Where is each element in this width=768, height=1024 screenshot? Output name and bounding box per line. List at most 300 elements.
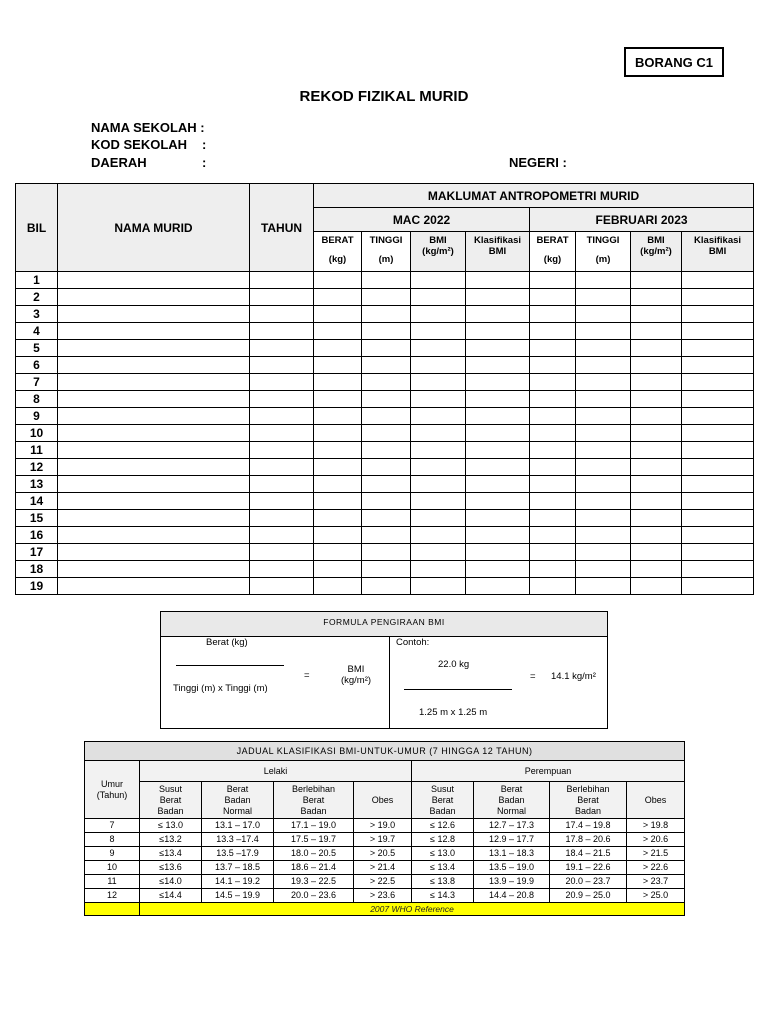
header-period-1: MAC 2022: [314, 208, 530, 232]
entry-cell[interactable]: [58, 578, 250, 595]
entry-cell[interactable]: [314, 323, 362, 340]
row-number: 12: [16, 459, 58, 476]
entry-cell[interactable]: [576, 544, 631, 561]
entry-cell[interactable]: [250, 289, 314, 306]
entry-cell[interactable]: [576, 357, 631, 374]
entry-cell[interactable]: [411, 357, 466, 374]
row-number: 11: [16, 442, 58, 459]
entry-cell[interactable]: [682, 510, 754, 527]
entry-cell[interactable]: [250, 357, 314, 374]
bmi-value-cell: 14.5 – 19.9: [202, 889, 274, 903]
row-number: 4: [16, 323, 58, 340]
col-umur: Umur (Tahun): [85, 761, 140, 819]
entry-cell[interactable]: [576, 578, 631, 595]
row-number: 7: [16, 374, 58, 391]
formula-bmi: BMI (kg/m²): [340, 664, 372, 686]
bmi-value-cell: > 21.4: [354, 861, 412, 875]
entry-cell[interactable]: [411, 578, 466, 595]
entry-cell[interactable]: [530, 527, 576, 544]
col-nama-murid: NAMA MURID: [58, 184, 250, 272]
entry-cell[interactable]: [466, 306, 530, 323]
table-row: [16, 442, 754, 459]
col-berat-badan-normal: Berat Badan Normal: [202, 782, 274, 819]
entry-cell[interactable]: [682, 272, 754, 289]
bmi-value-cell: ≤13.4: [140, 847, 202, 861]
record-table: [15, 183, 754, 595]
entry-cell[interactable]: [682, 476, 754, 493]
bmi-value-cell: > 19.8: [627, 819, 685, 833]
row-number: 5: [16, 340, 58, 357]
bmi-value-cell: 19.1 – 22.6: [550, 861, 627, 875]
bmi-value-cell: 20.9 – 25.0: [550, 889, 627, 903]
entry-cell[interactable]: [314, 357, 362, 374]
bmi-value-cell: > 19.7: [354, 833, 412, 847]
entry-cell[interactable]: [362, 272, 411, 289]
entry-cell[interactable]: [466, 340, 530, 357]
entry-cell[interactable]: [576, 510, 631, 527]
bmi-value-cell: > 21.5: [627, 847, 685, 861]
entry-cell[interactable]: [466, 272, 530, 289]
entry-cell[interactable]: [314, 493, 362, 510]
entry-cell[interactable]: [682, 425, 754, 442]
entry-cell[interactable]: [58, 323, 250, 340]
bmi-value-cell: 17.5 – 19.7: [274, 833, 354, 847]
entry-cell[interactable]: [631, 408, 682, 425]
entry-cell[interactable]: [314, 289, 362, 306]
reference-note: 2007 WHO Reference: [140, 903, 685, 916]
entry-cell[interactable]: [466, 289, 530, 306]
entry-cell[interactable]: [58, 289, 250, 306]
table-row: [16, 374, 754, 391]
header-maklumat: MAKLUMAT ANTROPOMETRI MURID: [314, 184, 754, 208]
row-number: 10: [16, 425, 58, 442]
entry-cell[interactable]: [682, 544, 754, 561]
table-row: [16, 323, 754, 340]
table-row: [16, 340, 754, 357]
bmi-value-cell: 13.7 – 18.5: [202, 861, 274, 875]
entry-cell[interactable]: [576, 408, 631, 425]
entry-cell[interactable]: [530, 272, 576, 289]
table-row: [16, 425, 754, 442]
bmi-age-cell: 11: [85, 875, 140, 889]
entry-cell[interactable]: [411, 289, 466, 306]
entry-cell[interactable]: [58, 544, 250, 561]
example-fraction-line: [404, 689, 512, 690]
col-susut-berat-badan: Susut Berat Badan: [140, 782, 202, 819]
entry-cell[interactable]: [631, 425, 682, 442]
entry-cell[interactable]: [466, 442, 530, 459]
entry-cell[interactable]: [314, 510, 362, 527]
entry-cell[interactable]: [58, 510, 250, 527]
entry-cell[interactable]: [631, 544, 682, 561]
row-number: 2: [16, 289, 58, 306]
entry-cell[interactable]: [58, 493, 250, 510]
bmi-row: [85, 889, 685, 903]
entry-cell[interactable]: [58, 340, 250, 357]
entry-cell[interactable]: [250, 272, 314, 289]
entry-cell[interactable]: [411, 510, 466, 527]
entry-cell[interactable]: [576, 561, 631, 578]
entry-cell[interactable]: [631, 374, 682, 391]
entry-cell[interactable]: [314, 561, 362, 578]
entry-cell[interactable]: [250, 340, 314, 357]
bmi-row: [85, 847, 685, 861]
entry-cell[interactable]: [411, 493, 466, 510]
entry-cell[interactable]: [530, 323, 576, 340]
entry-cell[interactable]: [314, 544, 362, 561]
entry-cell[interactable]: [466, 323, 530, 340]
entry-cell[interactable]: [631, 459, 682, 476]
form-code-box: [624, 47, 724, 77]
entry-cell[interactable]: [631, 510, 682, 527]
entry-cell[interactable]: [362, 459, 411, 476]
bmi-row: [85, 861, 685, 875]
entry-cell[interactable]: [411, 408, 466, 425]
entry-cell[interactable]: [576, 323, 631, 340]
bmi-age-cell: 10: [85, 861, 140, 875]
entry-cell[interactable]: [631, 476, 682, 493]
entry-cell[interactable]: [250, 408, 314, 425]
entry-cell[interactable]: [530, 561, 576, 578]
entry-cell[interactable]: [314, 578, 362, 595]
entry-cell[interactable]: [466, 527, 530, 544]
entry-cell[interactable]: [631, 578, 682, 595]
example-result: 14.1 kg/m²: [551, 671, 596, 682]
form-code: BORANG C1: [634, 54, 713, 70]
bmi-value-cell: 13.3 –17.4: [202, 833, 274, 847]
entry-cell[interactable]: [530, 459, 576, 476]
entry-cell[interactable]: [362, 408, 411, 425]
colon-daerah: :: [202, 155, 207, 170]
entry-cell[interactable]: [250, 442, 314, 459]
entry-cell[interactable]: [466, 408, 530, 425]
entry-cell[interactable]: [682, 323, 754, 340]
entry-cell[interactable]: [530, 425, 576, 442]
entry-cell[interactable]: [314, 459, 362, 476]
bmi-value-cell: 17.8 – 20.6: [550, 833, 627, 847]
bmi-age-cell: 8: [85, 833, 140, 847]
table-row: [16, 306, 754, 323]
entry-cell[interactable]: [466, 391, 530, 408]
entry-cell[interactable]: [314, 340, 362, 357]
entry-cell[interactable]: [58, 561, 250, 578]
bmi-value-cell: > 23.7: [627, 875, 685, 889]
entry-cell[interactable]: [530, 340, 576, 357]
entry-cell[interactable]: [411, 323, 466, 340]
entry-cell[interactable]: [682, 578, 754, 595]
row-number: 18: [16, 561, 58, 578]
entry-cell[interactable]: [411, 340, 466, 357]
entry-cell[interactable]: [411, 272, 466, 289]
entry-cell[interactable]: [362, 289, 411, 306]
bmi-row: [85, 819, 685, 833]
entry-cell[interactable]: [466, 476, 530, 493]
entry-cell[interactable]: [682, 289, 754, 306]
table-row: [16, 408, 754, 425]
entry-cell[interactable]: [411, 476, 466, 493]
entry-cell[interactable]: [466, 425, 530, 442]
entry-cell[interactable]: [631, 527, 682, 544]
label-nama-sekolah: NAMA SEKOLAH :: [91, 120, 205, 135]
entry-cell[interactable]: [250, 510, 314, 527]
row-number: 13: [16, 476, 58, 493]
col-bil: BIL: [16, 184, 58, 272]
entry-cell[interactable]: [682, 459, 754, 476]
entry-cell[interactable]: [362, 425, 411, 442]
entry-cell[interactable]: [682, 442, 754, 459]
entry-cell[interactable]: [576, 374, 631, 391]
entry-cell[interactable]: [411, 561, 466, 578]
bmi-value-cell: ≤ 13.0: [140, 819, 202, 833]
table-row: [16, 357, 754, 374]
entry-cell[interactable]: [682, 527, 754, 544]
entry-cell[interactable]: [362, 544, 411, 561]
bmi-value-cell: > 20.5: [354, 847, 412, 861]
bmi-value-cell: 17.4 – 19.8: [550, 819, 627, 833]
entry-cell[interactable]: [576, 306, 631, 323]
row-number: 14: [16, 493, 58, 510]
entry-cell[interactable]: [411, 527, 466, 544]
entry-cell[interactable]: [58, 272, 250, 289]
table-row: [16, 561, 754, 578]
entry-cell[interactable]: [58, 442, 250, 459]
entry-cell[interactable]: [314, 476, 362, 493]
bmi-value-cell: ≤ 12.8: [412, 833, 474, 847]
entry-cell[interactable]: [362, 561, 411, 578]
bmi-value-cell: 17.1 – 19.0: [274, 819, 354, 833]
entry-cell[interactable]: [250, 527, 314, 544]
entry-cell[interactable]: [631, 323, 682, 340]
entry-cell[interactable]: [466, 544, 530, 561]
entry-cell[interactable]: [58, 527, 250, 544]
entry-cell[interactable]: [576, 442, 631, 459]
col-klasifikasi-1: Klasifikasi BMI: [466, 232, 530, 272]
entry-cell[interactable]: [411, 391, 466, 408]
bmi-value-cell: ≤ 14.3: [412, 889, 474, 903]
group-perempuan: Perempuan: [412, 761, 685, 782]
entry-cell[interactable]: [58, 357, 250, 374]
entry-cell[interactable]: [682, 374, 754, 391]
formula-fraction-line: [176, 665, 284, 666]
col-tinggi-2: TINGGI (m): [576, 232, 631, 272]
entry-cell[interactable]: [314, 391, 362, 408]
entry-cell[interactable]: [576, 527, 631, 544]
entry-cell[interactable]: [631, 272, 682, 289]
entry-cell[interactable]: [362, 391, 411, 408]
col-klasifikasi-2: Klasifikasi BMI: [682, 232, 754, 272]
entry-cell[interactable]: [631, 357, 682, 374]
entry-cell[interactable]: [58, 374, 250, 391]
col-berlebihan-berat-badan: Berlebihan Berat Badan: [274, 782, 354, 819]
entry-cell[interactable]: [631, 289, 682, 306]
formula-contoh: Contoh:: [396, 637, 430, 648]
row-number: 8: [16, 391, 58, 408]
entry-cell[interactable]: [411, 442, 466, 459]
entry-cell[interactable]: [576, 476, 631, 493]
entry-cell[interactable]: [58, 425, 250, 442]
entry-cell[interactable]: [250, 561, 314, 578]
entry-cell[interactable]: [362, 476, 411, 493]
formula-heading: FORMULA PENGIRAAN BMI: [161, 612, 607, 637]
entry-cell[interactable]: [530, 476, 576, 493]
col-berat-2: BERAT (kg): [530, 232, 576, 272]
entry-cell[interactable]: [362, 374, 411, 391]
entry-cell[interactable]: [682, 561, 754, 578]
entry-cell[interactable]: [530, 510, 576, 527]
bmi-value-cell: 20.0 – 23.7: [550, 875, 627, 889]
entry-cell[interactable]: [631, 340, 682, 357]
entry-cell[interactable]: [362, 527, 411, 544]
entry-cell[interactable]: [250, 493, 314, 510]
col-berat-badan-normal: Berat Badan Normal: [474, 782, 550, 819]
page-title: REKOD FIZIKAL MURID: [299, 88, 469, 105]
entry-cell[interactable]: [314, 425, 362, 442]
reference-blank: [85, 903, 140, 916]
entry-cell[interactable]: [530, 391, 576, 408]
entry-cell[interactable]: [466, 459, 530, 476]
entry-cell[interactable]: [411, 374, 466, 391]
entry-cell[interactable]: [466, 578, 530, 595]
entry-cell[interactable]: [530, 289, 576, 306]
entry-cell[interactable]: [362, 323, 411, 340]
entry-cell[interactable]: [58, 391, 250, 408]
entry-cell[interactable]: [250, 459, 314, 476]
entry-cell[interactable]: [58, 476, 250, 493]
row-number: 19: [16, 578, 58, 595]
entry-cell[interactable]: [58, 306, 250, 323]
table-row: [16, 493, 754, 510]
entry-cell[interactable]: [631, 306, 682, 323]
bmi-value-cell: 19.3 – 22.5: [274, 875, 354, 889]
entry-cell[interactable]: [250, 374, 314, 391]
entry-cell[interactable]: [631, 561, 682, 578]
entry-cell[interactable]: [530, 442, 576, 459]
entry-cell[interactable]: [576, 391, 631, 408]
col-tahun: TAHUN: [250, 184, 314, 272]
entry-cell[interactable]: [631, 442, 682, 459]
entry-cell[interactable]: [530, 578, 576, 595]
entry-cell[interactable]: [466, 510, 530, 527]
bmi-value-cell: ≤14.4: [140, 889, 202, 903]
entry-cell[interactable]: [576, 289, 631, 306]
bmi-value-cell: > 19.0: [354, 819, 412, 833]
entry-cell[interactable]: [250, 476, 314, 493]
entry-cell[interactable]: [576, 425, 631, 442]
row-number: 1: [16, 272, 58, 289]
bmi-value-cell: 12.9 – 17.7: [474, 833, 550, 847]
entry-cell[interactable]: [411, 306, 466, 323]
table-row: [16, 289, 754, 306]
entry-cell[interactable]: [250, 425, 314, 442]
bmi-value-cell: ≤ 13.0: [412, 847, 474, 861]
entry-cell[interactable]: [530, 544, 576, 561]
entry-cell[interactable]: [58, 459, 250, 476]
bmi-row: [85, 833, 685, 847]
entry-cell[interactable]: [682, 391, 754, 408]
entry-cell[interactable]: [411, 459, 466, 476]
entry-cell[interactable]: [314, 408, 362, 425]
entry-cell[interactable]: [682, 493, 754, 510]
bmi-value-cell: ≤ 13.4: [412, 861, 474, 875]
entry-cell[interactable]: [362, 578, 411, 595]
entry-cell[interactable]: [530, 493, 576, 510]
entry-cell[interactable]: [314, 306, 362, 323]
entry-cell[interactable]: [576, 459, 631, 476]
entry-cell[interactable]: [411, 425, 466, 442]
entry-cell[interactable]: [530, 306, 576, 323]
entry-cell[interactable]: [682, 408, 754, 425]
col-obes: Obes: [627, 782, 685, 819]
label-daerah: DAERAH: [91, 155, 147, 170]
entry-cell[interactable]: [362, 493, 411, 510]
row-number: 15: [16, 510, 58, 527]
entry-cell[interactable]: [631, 493, 682, 510]
bmi-classification-table: [84, 741, 685, 916]
formula-numerator: Berat (kg): [206, 637, 248, 648]
table-row: [16, 578, 754, 595]
entry-cell[interactable]: [576, 493, 631, 510]
formula-divider: [389, 636, 390, 728]
entry-cell[interactable]: [466, 374, 530, 391]
entry-cell[interactable]: [314, 527, 362, 544]
entry-cell[interactable]: [530, 357, 576, 374]
bmi-value-cell: > 22.5: [354, 875, 412, 889]
entry-cell[interactable]: [530, 374, 576, 391]
row-number: 17: [16, 544, 58, 561]
entry-cell[interactable]: [466, 357, 530, 374]
table-row: [16, 510, 754, 527]
entry-cell[interactable]: [250, 578, 314, 595]
entry-cell[interactable]: [631, 391, 682, 408]
entry-cell[interactable]: [314, 374, 362, 391]
entry-cell[interactable]: [362, 357, 411, 374]
entry-cell[interactable]: [576, 272, 631, 289]
group-lelaki: Lelaki: [140, 761, 412, 782]
bmi-value-cell: > 22.6: [627, 861, 685, 875]
entry-cell[interactable]: [250, 544, 314, 561]
example-numerator: 22.0 kg: [438, 659, 470, 670]
entry-cell[interactable]: [250, 391, 314, 408]
entry-cell[interactable]: [314, 272, 362, 289]
label-kod-sekolah: KOD SEKOLAH: [91, 137, 188, 152]
entry-cell[interactable]: [250, 323, 314, 340]
bmi-value-cell: 20.0 – 23.6: [274, 889, 354, 903]
bmi-value-cell: > 20.6: [627, 833, 685, 847]
entry-cell[interactable]: [466, 561, 530, 578]
entry-cell[interactable]: [411, 544, 466, 561]
entry-cell[interactable]: [682, 340, 754, 357]
col-tinggi-1: TINGGI (m): [362, 232, 411, 272]
entry-cell[interactable]: [362, 442, 411, 459]
entry-cell[interactable]: [576, 340, 631, 357]
entry-cell[interactable]: [466, 493, 530, 510]
entry-cell[interactable]: [682, 306, 754, 323]
row-number: 6: [16, 357, 58, 374]
row-number: 3: [16, 306, 58, 323]
entry-cell[interactable]: [362, 306, 411, 323]
entry-cell[interactable]: [58, 408, 250, 425]
bmi-value-cell: 18.4 – 21.5: [550, 847, 627, 861]
bmi-value-cell: 18.0 – 20.5: [274, 847, 354, 861]
table-row: [16, 272, 754, 289]
entry-cell[interactable]: [250, 306, 314, 323]
entry-cell[interactable]: [362, 510, 411, 527]
example-equals: =: [530, 671, 536, 682]
entry-cell[interactable]: [530, 408, 576, 425]
entry-cell[interactable]: [362, 340, 411, 357]
entry-cell[interactable]: [314, 442, 362, 459]
entry-cell[interactable]: [682, 357, 754, 374]
